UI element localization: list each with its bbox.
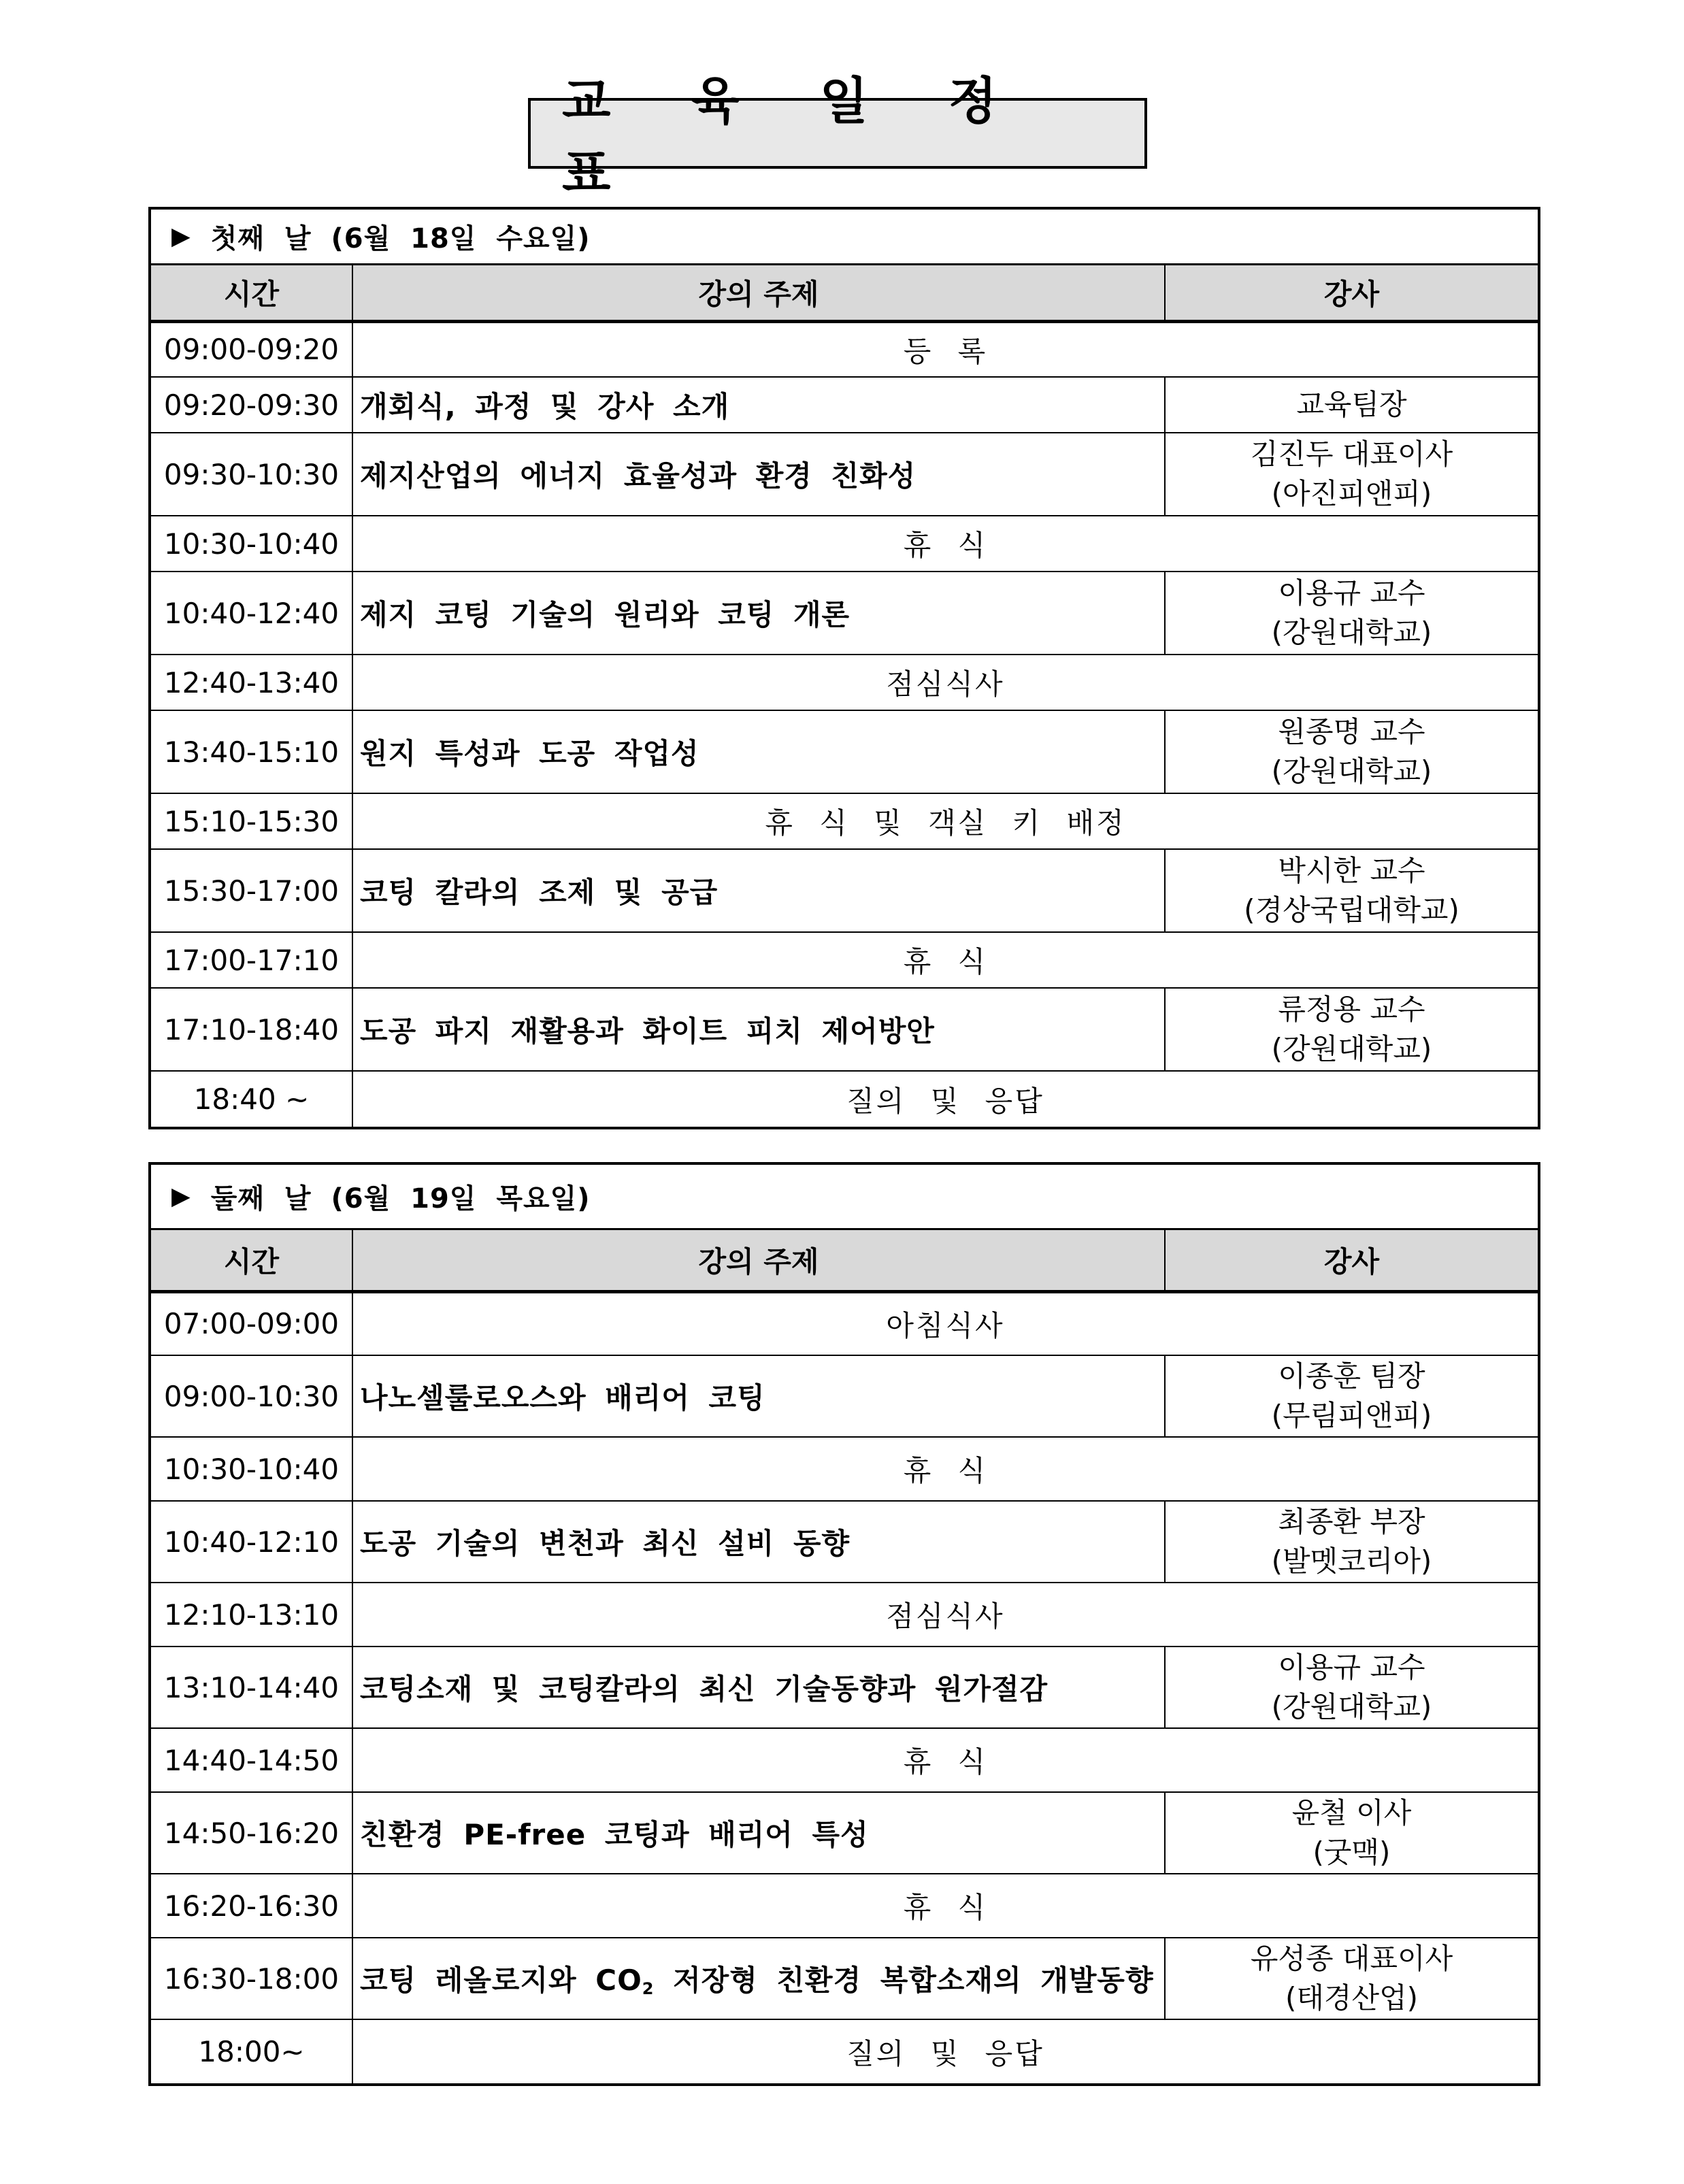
time-cell: 13:10-14:40: [151, 1647, 352, 1728]
event-cell: 점심식사: [352, 1583, 1538, 1647]
table-row: [151, 1728, 1538, 1792]
header-row: [151, 265, 1538, 321]
topic-header: 강의 주제: [352, 265, 1165, 321]
time-cell: 07:00-09:00: [151, 1291, 352, 1355]
event-cell: 휴 식 및 객실 키 배정: [352, 793, 1538, 849]
instructor-affiliation: (태경산업): [1285, 1981, 1419, 2015]
time-cell: 10:40-12:10: [151, 1501, 352, 1583]
instructor-affiliation: (아진피앤피): [1271, 477, 1432, 510]
topic-cell: 제지 코팅 기술의 원리와 코팅 개론: [352, 572, 1165, 655]
time-cell: 16:30-18:00: [151, 1938, 352, 2019]
topic-cell: 코팅 칼라의 조제 및 공급: [352, 849, 1165, 932]
table-row: [151, 655, 1538, 710]
time-cell: 14:40-14:50: [151, 1728, 352, 1792]
instructor-name: 이종훈 팀장: [1278, 1359, 1425, 1393]
time-header: 시간: [151, 265, 352, 321]
table-row: [151, 988, 1538, 1071]
time-cell: 14:50-16:20: [151, 1792, 352, 1874]
table-row: [151, 321, 1538, 377]
topic-header: 강의 주제: [352, 1230, 1165, 1291]
instructor-name: 유성종 대표이사: [1250, 1942, 1453, 1975]
time-cell: 10:40-12:40: [151, 572, 352, 655]
day2-heading-text: 둘째 날 (6월 19일 목요일): [210, 1183, 591, 1214]
table-row: [151, 849, 1538, 932]
instructor-cell: [1165, 849, 1538, 932]
instructor-name: 류정용 교수: [1278, 993, 1425, 1026]
instructor-affiliation: (발멧코리아): [1271, 1544, 1432, 1578]
time-cell: 10:30-10:40: [151, 1437, 352, 1501]
instructor-cell: [1165, 1792, 1538, 1874]
day1-table: [151, 265, 1538, 1127]
instructor-cell: [1165, 1647, 1538, 1728]
time-cell: 12:10-13:10: [151, 1583, 352, 1647]
time-cell: 12:40-13:40: [151, 655, 352, 710]
time-cell: 09:00-09:20: [151, 321, 352, 377]
triangle-right-icon: ▶: [171, 1182, 191, 1210]
event-cell: 아침식사: [352, 1291, 1538, 1355]
event-cell: 질의 및 응답: [352, 2019, 1538, 2083]
instructor-affiliation: (경상국립대학교): [1244, 893, 1459, 927]
time-cell: 18:00~: [151, 2019, 352, 2083]
instructor-affiliation: (강원대학교): [1271, 1690, 1432, 1723]
instructor-cell: [1165, 433, 1538, 516]
time-cell: 09:00-10:30: [151, 1355, 352, 1437]
event-cell: 휴 식: [352, 932, 1538, 988]
table-row: [151, 1437, 1538, 1501]
instructor-header: 강사: [1165, 265, 1538, 321]
instructor-name: 원종명 교수: [1278, 715, 1425, 748]
header-row: [151, 1230, 1538, 1291]
table-row: [151, 710, 1538, 793]
event-cell: 휴 식: [352, 1728, 1538, 1792]
day1-schedule: [148, 207, 1540, 1129]
time-cell: 09:30-10:30: [151, 433, 352, 516]
topic-cell: 개회식, 과정 및 강사 소개: [352, 377, 1165, 433]
instructor-cell: [1165, 572, 1538, 655]
topic-cell: 코팅소재 및 코팅칼라의 최신 기술동향과 원가절감: [352, 1647, 1165, 1728]
topic-cell: 나노셀룰로오스와 배리어 코팅: [352, 1355, 1165, 1437]
instructor-name: 윤철 이사: [1291, 1796, 1412, 1830]
table-row: [151, 1874, 1538, 1938]
event-cell: 휴 식: [352, 1437, 1538, 1501]
day1-heading: [151, 210, 1538, 265]
event-cell: 휴 식: [352, 516, 1538, 572]
table-row: [151, 1071, 1538, 1127]
time-cell: 09:20-09:30: [151, 377, 352, 433]
day2-table: [151, 1230, 1538, 2083]
time-cell: 15:10-15:30: [151, 793, 352, 849]
topic-cell: 도공 기술의 변천과 최신 설비 동향: [352, 1501, 1165, 1583]
day2-schedule: [148, 1162, 1540, 2086]
topic-text-prefix: 코팅 레올로지와 CO: [360, 1964, 642, 1997]
time-cell: 17:10-18:40: [151, 988, 352, 1071]
table-row: [151, 1647, 1538, 1728]
event-cell: 등 록: [352, 321, 1538, 377]
table-row: [151, 516, 1538, 572]
table-row: [151, 793, 1538, 849]
instructor-name: 김진두 대표이사: [1250, 437, 1453, 471]
time-header: 시간: [151, 1230, 352, 1291]
time-cell: 16:20-16:30: [151, 1874, 352, 1938]
topic-cell: 제지산업의 에너지 효율성과 환경 친화성: [352, 433, 1165, 516]
table-row: [151, 1938, 1538, 2019]
topic-cell: [352, 1938, 1165, 2019]
page-title: 교 육 일 정 표: [528, 98, 1147, 169]
instructor-header: 강사: [1165, 1230, 1538, 1291]
time-cell: 15:30-17:00: [151, 849, 352, 932]
event-cell: 점심식사: [352, 655, 1538, 710]
day2-heading: [151, 1165, 1538, 1230]
instructor-cell: 교육팀장: [1165, 377, 1538, 433]
instructor-name: 이용규 교수: [1278, 576, 1425, 610]
topic-cell: 원지 특성과 도공 작업성: [352, 710, 1165, 793]
time-cell: 10:30-10:40: [151, 516, 352, 572]
table-row: [151, 2019, 1538, 2083]
instructor-cell: [1165, 1938, 1538, 2019]
instructor-affiliation: (무림피앤피): [1271, 1399, 1432, 1432]
instructor-cell: [1165, 1501, 1538, 1583]
triangle-right-icon: ▶: [171, 222, 191, 250]
table-row: [151, 1355, 1538, 1437]
table-row: [151, 433, 1538, 516]
event-cell: 질의 및 응답: [352, 1071, 1538, 1127]
time-cell: 17:00-17:10: [151, 932, 352, 988]
table-row: [151, 1501, 1538, 1583]
day1-heading-text: 첫째 날 (6월 18일 수요일): [210, 223, 591, 254]
table-row: [151, 377, 1538, 433]
event-cell: 휴 식: [352, 1874, 1538, 1938]
topic-text-suffix: 저장형 친환경 복합소재의 개발동향: [654, 1964, 1154, 1997]
instructor-affiliation: (굿맥): [1312, 1836, 1391, 1869]
table-row: [151, 572, 1538, 655]
topic-subscript: 2: [642, 1979, 655, 1998]
table-row: [151, 1583, 1538, 1647]
instructor-affiliation: (강원대학교): [1271, 616, 1432, 649]
instructor-cell: [1165, 988, 1538, 1071]
instructor-cell: [1165, 1355, 1538, 1437]
instructor-affiliation: (강원대학교): [1271, 1032, 1432, 1065]
table-row: [151, 1291, 1538, 1355]
table-row: [151, 932, 1538, 988]
table-row: [151, 1792, 1538, 1874]
instructor-name: 이용규 교수: [1278, 1651, 1425, 1684]
topic-cell: 친환경 PE-free 코팅과 배리어 특성: [352, 1792, 1165, 1874]
instructor-name: 최종환 부장: [1278, 1505, 1425, 1538]
instructor-cell: [1165, 710, 1538, 793]
instructor-affiliation: (강원대학교): [1271, 755, 1432, 788]
instructor-name: 박시한 교수: [1278, 854, 1425, 887]
time-cell: 18:40 ~: [151, 1071, 352, 1127]
topic-cell: 도공 파지 재활용과 화이트 피치 제어방안: [352, 988, 1165, 1071]
time-cell: 13:40-15:10: [151, 710, 352, 793]
